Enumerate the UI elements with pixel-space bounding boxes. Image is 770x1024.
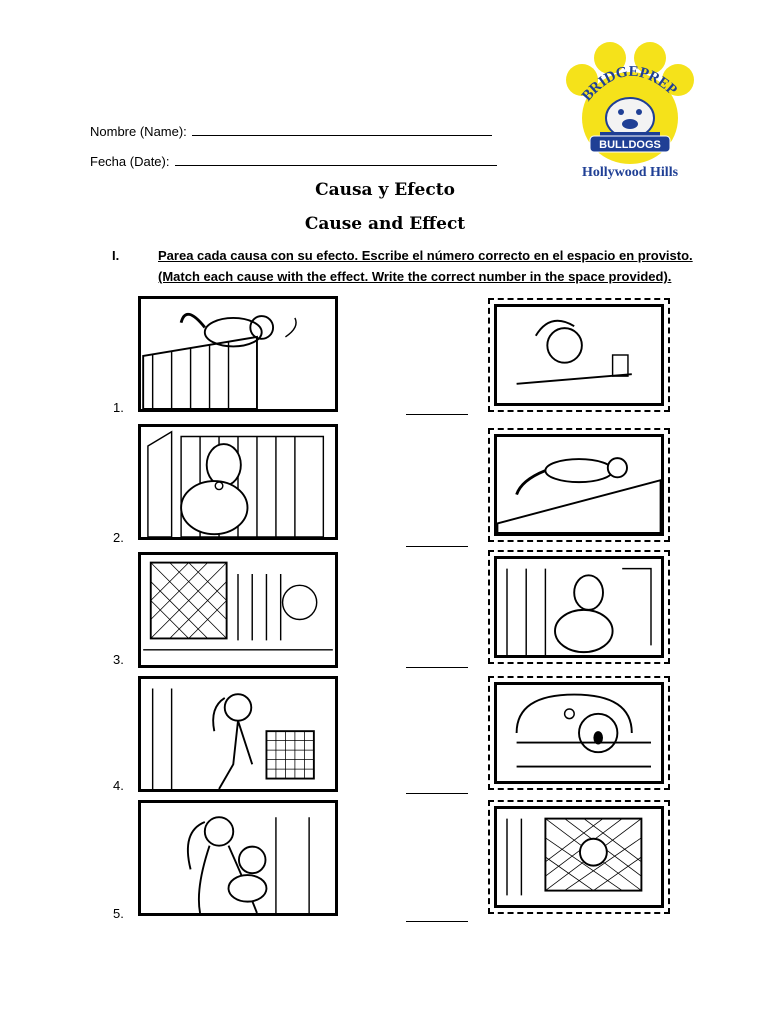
cause-image-2	[138, 424, 338, 540]
name-label: Nombre (Name):	[90, 124, 187, 139]
logo-banner-text: BULLDOGS	[599, 139, 661, 151]
cause-image-5	[138, 800, 338, 916]
effect-image-a	[488, 298, 670, 412]
school-logo	[560, 40, 700, 190]
date-blank-line[interactable]	[175, 153, 497, 166]
date-field[interactable]	[90, 153, 497, 169]
effect-image-d	[488, 676, 670, 790]
item-number-3: 3.	[113, 652, 124, 667]
logo-bottom-text: Hollywood Hills	[581, 165, 679, 180]
cause-image-3	[138, 552, 338, 668]
dog-at-fence-icon	[141, 427, 335, 537]
cat-leaping-icon	[497, 437, 661, 533]
cat-on-fence-icon	[141, 299, 335, 409]
answer-blank-5[interactable]	[406, 920, 468, 922]
answer-blank-3[interactable]	[406, 666, 468, 668]
item-number-4: 4.	[113, 778, 124, 793]
item-number-2: 2.	[113, 530, 124, 545]
effect-image-b	[488, 428, 670, 542]
answer-blank-1[interactable]	[406, 413, 468, 415]
instruction-spanish: Parea cada causa con su efecto. Escribe el número correcto en el espacio en provisto.	[158, 248, 693, 263]
baby-crying-crib-icon	[497, 685, 661, 781]
date-label: Fecha (Date):	[90, 154, 170, 169]
name-blank-line[interactable]	[192, 123, 492, 136]
title-spanish: Causa y Efecto	[315, 180, 455, 200]
bulldog-logo-icon	[560, 40, 700, 190]
dog-behind-fence-icon	[497, 559, 661, 655]
girl-sleeping-icon	[497, 307, 661, 403]
cause-image-1	[138, 296, 338, 412]
answer-blank-4[interactable]	[406, 792, 468, 794]
answer-blank-2[interactable]	[406, 545, 468, 547]
effect-image-e	[488, 800, 670, 914]
mother-holding-baby-icon	[141, 803, 335, 913]
item-number-1: 1.	[113, 400, 124, 415]
cause-image-4	[138, 676, 338, 792]
cage-in-yard-icon	[141, 555, 335, 665]
name-field[interactable]	[90, 123, 492, 139]
title-english: Cause and Effect	[304, 214, 466, 234]
logo-top-text: BRIDGEPREP	[579, 63, 680, 105]
girl-opening-cage-icon	[141, 679, 335, 789]
item-number-5: 5.	[113, 906, 124, 921]
effect-image-c	[488, 550, 670, 664]
cat-in-cage-icon	[497, 809, 661, 905]
instruction-english: (Match each cause with the effect. Write the correct number in the space provided).	[158, 269, 672, 284]
section-number: I.	[112, 248, 120, 263]
